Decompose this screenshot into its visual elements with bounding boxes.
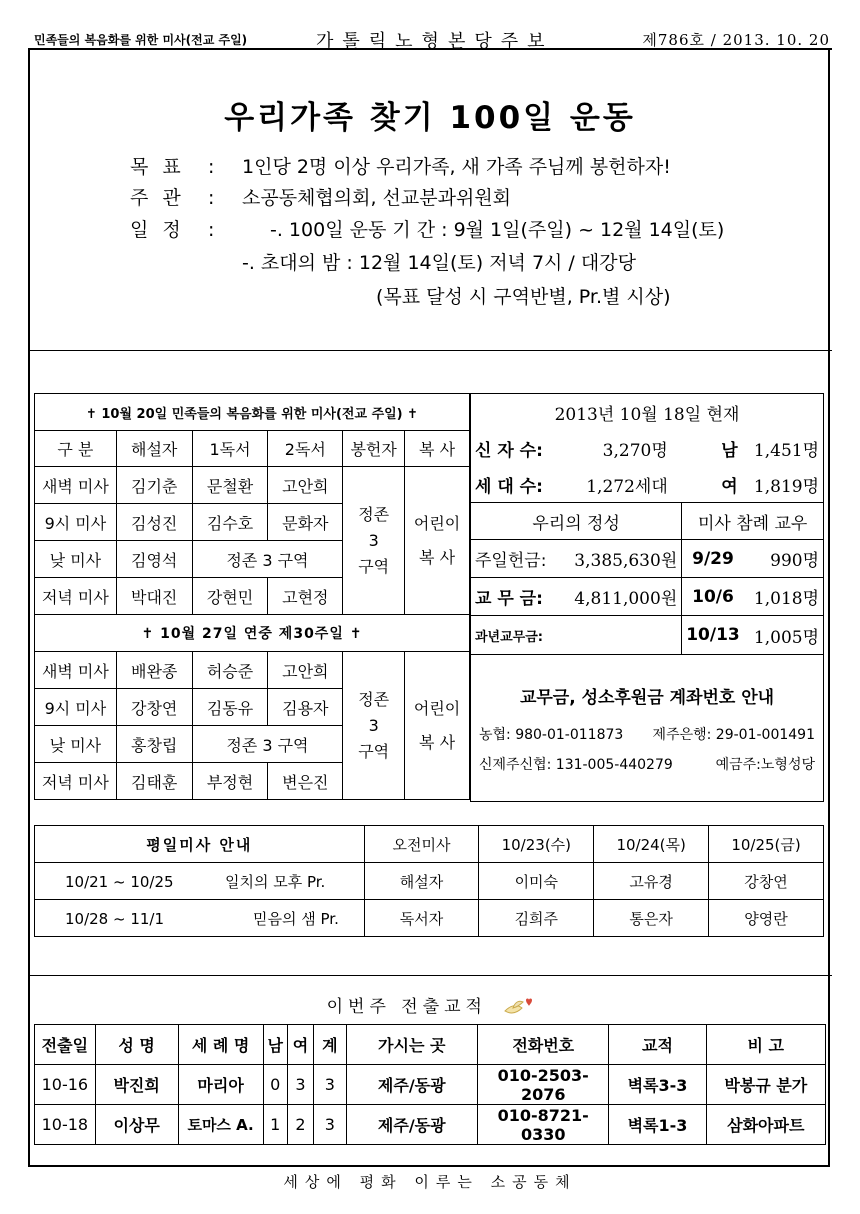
weekday-morning-label: 오전미사 <box>364 826 479 863</box>
table-row <box>35 467 470 504</box>
account-jeju-bank: 제주은행: 29-01-001491 <box>652 727 815 743</box>
male-count: 1 <box>263 1105 287 1145</box>
total-count: 3 <box>314 1105 346 1145</box>
male-count: 0 <box>263 1065 287 1105</box>
minister: 통은자 <box>594 900 709 937</box>
table-row <box>35 652 470 689</box>
server-cell <box>405 652 470 800</box>
baptismal-name: 토마스 A. <box>178 1105 263 1145</box>
departures-title <box>0 992 860 1018</box>
goal-text: 1인당 2명 이상 우리가족, 새 가족 주님께 봉헌하자! <box>242 156 671 178</box>
mass-name: 저녁 미사 <box>35 578 117 615</box>
header-left-title: 민족들의 복음화를 위한 미사(전교 주일) <box>34 33 248 47</box>
reader2: 고안희 <box>268 467 343 504</box>
departures-table <box>34 1024 826 1145</box>
praesidium: 일치의 모후 Pr. <box>225 872 326 891</box>
register: 벽록1-3 <box>609 1105 706 1145</box>
col-offerer: 봉헌자 <box>343 431 405 467</box>
attendance-title: 미사 참례 교우 <box>682 503 824 540</box>
account-info-box <box>471 655 824 802</box>
departure-date: 10-16 <box>35 1065 96 1105</box>
account-line <box>471 754 823 774</box>
table-row <box>35 1105 826 1145</box>
col-destination: 가시는 곳 <box>346 1025 477 1065</box>
offerer-line: 3 <box>368 530 379 550</box>
commentator: 김영석 <box>116 541 192 578</box>
female-value: 1,819명 <box>744 466 824 503</box>
register: 벽록3-3 <box>609 1065 706 1105</box>
mass-name: 낮 미사 <box>35 541 117 578</box>
reader2: 고현정 <box>268 578 343 615</box>
section-divider <box>28 350 832 351</box>
role: 독서자 <box>364 900 479 937</box>
minister: 김희주 <box>479 900 594 937</box>
weekday-title: 평일미사 안내 <box>35 826 365 863</box>
table-row <box>35 900 824 937</box>
male-label: 남 <box>721 440 738 461</box>
account-line <box>471 724 823 744</box>
weekday-period <box>35 900 365 937</box>
account-title: 교무금, 성소후원금 계좌번호 안내 <box>519 688 775 708</box>
offerer-cell <box>343 652 405 800</box>
campaign-schedule: 일정 : -. 100일 운동 기 간 : 9월 1일(주일) ~ 12월 14일(토) <box>130 215 724 242</box>
mass-name: 9시 미사 <box>35 689 117 726</box>
reader2: 고안희 <box>268 652 343 689</box>
period-dates: 10/21 ~ 10/25 <box>65 872 174 891</box>
attendance-count: 990명 <box>744 540 824 578</box>
server-line: 복 사 <box>419 547 456 567</box>
col-reading2: 2독서 <box>268 431 343 467</box>
offering-title: 우리의 정성 <box>471 503 682 540</box>
issue-number-date: 제786호 / 2013. 10. 20 <box>642 31 830 49</box>
stats-as-of: 2013년 10월 18일 현재 <box>471 394 824 431</box>
weekday-date: 10/25(금) <box>709 826 824 863</box>
mass-name: 새벽 미사 <box>35 467 117 504</box>
col-commentator: 해설자 <box>116 431 192 467</box>
weekday-period <box>35 863 365 900</box>
dove-heart-icon <box>503 996 533 1018</box>
commentator: 김성진 <box>116 504 192 541</box>
offerer-line: 3 <box>368 715 379 735</box>
households-label: 세 대 수: <box>471 466 561 503</box>
minister: 양영란 <box>709 900 824 937</box>
readers-merged: 정존 3 구역 <box>192 726 343 763</box>
weekday-date: 10/24(목) <box>594 826 709 863</box>
col-division: 구 분 <box>35 431 117 467</box>
offerer-line: 구역 <box>358 741 390 761</box>
mass-name: 9시 미사 <box>35 504 117 541</box>
commentator: 박대진 <box>116 578 192 615</box>
minister: 고유경 <box>594 863 709 900</box>
past-dues-label: 과년교무금: <box>471 616 561 655</box>
departures-title-text: 이번주 전출교적 <box>326 997 487 1017</box>
minister: 이미숙 <box>479 863 594 900</box>
server-cell <box>405 467 470 615</box>
note: 삼화아파트 <box>706 1105 825 1145</box>
role: 해설자 <box>364 863 479 900</box>
dues-value: 4,811,000원 <box>560 578 682 616</box>
schedule-award-note: (목표 달성 시 구역반별, Pr.별 시상) <box>376 286 671 308</box>
offerer-cell <box>343 467 405 615</box>
footer-motto: 세상에 평화 이루는 소공동체 <box>283 1173 577 1191</box>
commentator: 강창연 <box>116 689 192 726</box>
server-line: 어린이 <box>413 513 461 533</box>
campaign-host: 주관 : 소공동체협의회, 선교분과위원회 <box>130 183 511 210</box>
destination: 제주/동광 <box>346 1105 477 1145</box>
commentator: 김기춘 <box>116 467 192 504</box>
col-female: 여 <box>287 1025 313 1065</box>
attendance-date: 10/6 <box>682 578 744 616</box>
attendance-date: 10/13 <box>682 616 744 655</box>
reader2: 변은진 <box>268 763 343 800</box>
server-line: 복 사 <box>419 732 456 752</box>
banner-oct20: ✝ 10월 20일 민족들의 복음화를 위한 미사(전교 주일) ✝ <box>35 394 470 431</box>
col-register: 교적 <box>609 1025 706 1065</box>
schedule-invite-night: -. 초대의 밤 : 12월 14일(토) 저녁 7시 / 대강당 <box>242 252 636 274</box>
male-value: 1,451명 <box>744 430 824 466</box>
col-total: 계 <box>314 1025 346 1065</box>
reader1: 부정현 <box>192 763 268 800</box>
past-dues-value <box>560 616 682 655</box>
reader1: 문철환 <box>192 467 268 504</box>
mass-name: 낮 미사 <box>35 726 117 763</box>
commentator: 홍창립 <box>116 726 192 763</box>
attendance-date: 9/29 <box>682 540 744 578</box>
host-label: 주관 <box>130 187 195 209</box>
reader2: 김용자 <box>268 689 343 726</box>
banner-oct27: ✝ 10월 27일 연중 제30주일 ✝ <box>35 615 470 652</box>
weekday-date: 10/23(수) <box>479 826 594 863</box>
minister: 강창연 <box>709 863 824 900</box>
col-server: 복 사 <box>405 431 470 467</box>
phone-number: 010-2503-2076 <box>477 1065 608 1105</box>
mass-name: 저녁 미사 <box>35 763 117 800</box>
table-row <box>35 863 824 900</box>
attendance-count: 1,018명 <box>744 578 824 616</box>
households-value: 1,272세대 <box>560 466 682 503</box>
mass-name: 새벽 미사 <box>35 652 117 689</box>
bulletin-name: 가톨릭노형본당주보 <box>316 31 554 52</box>
attendance-count: 1,005명 <box>744 616 824 655</box>
readers-merged: 정존 3 구역 <box>192 541 343 578</box>
reader2: 문화자 <box>268 504 343 541</box>
account-shinhyup: 신제주신협: 131-005-440279 <box>479 757 673 773</box>
member-name: 박진희 <box>95 1065 178 1105</box>
departure-date: 10-18 <box>35 1105 96 1145</box>
female-label: 여 <box>682 466 744 503</box>
parish-stats-table <box>470 393 824 802</box>
female-count: 3 <box>287 1065 313 1105</box>
believers-value: 3,270명 <box>602 440 668 461</box>
account-nh: 농협: 980-01-011873 <box>479 727 624 743</box>
reader1: 김동유 <box>192 689 268 726</box>
total-count: 3 <box>314 1065 346 1105</box>
offerer-line: 정존 <box>358 504 390 524</box>
mass-ministry-table <box>34 393 470 800</box>
col-departure-date: 전출일 <box>35 1025 96 1065</box>
table-row <box>35 1065 826 1105</box>
weekday-mass-table <box>34 825 824 937</box>
col-reading1: 1독서 <box>192 431 268 467</box>
sunday-offering-value: 3,385,630원 <box>560 540 682 578</box>
col-note: 비 고 <box>706 1025 825 1065</box>
schedule-label: 일정 <box>130 219 195 241</box>
believers-label: 신 자 수: <box>471 430 561 466</box>
campaign-goal: 목표 : 1인당 2명 이상 우리가족, 새 가족 주님께 봉헌하자! <box>130 152 671 179</box>
sunday-offering-label: 주일헌금: <box>471 540 561 578</box>
col-name: 성 명 <box>95 1025 178 1065</box>
col-phone: 전화번호 <box>477 1025 608 1065</box>
offerer-line: 구역 <box>358 556 390 576</box>
offerer-line: 정존 <box>358 689 390 709</box>
dues-label: 교 무 금: <box>471 578 561 616</box>
col-baptismal-name: 세 례 명 <box>178 1025 263 1065</box>
baptismal-name: 마리아 <box>178 1065 263 1105</box>
member-name: 이상무 <box>95 1105 178 1145</box>
note: 박봉규 분가 <box>706 1065 825 1105</box>
commentator: 배완종 <box>116 652 192 689</box>
reader1: 허승준 <box>192 652 268 689</box>
section-divider <box>28 975 832 976</box>
goal-label: 목표 <box>130 156 195 178</box>
server-line: 어린이 <box>413 698 461 718</box>
reader1: 김수호 <box>192 504 268 541</box>
commentator: 김태훈 <box>116 763 192 800</box>
destination: 제주/동광 <box>346 1065 477 1105</box>
period-dates: 10/28 ~ 11/1 <box>65 909 165 928</box>
schedule-period: -. 100일 운동 기 간 : 9월 1일(주일) ~ 12월 14일(토) <box>270 219 725 241</box>
praesidium: 믿음의 샘 Pr. <box>253 909 339 928</box>
account-holder: 예금주:노형성당 <box>715 757 815 773</box>
phone-number: 010-8721-0330 <box>477 1105 608 1145</box>
reader1: 강현민 <box>192 578 268 615</box>
col-male: 남 <box>263 1025 287 1065</box>
campaign-title: 우리가족 찾기 100일 운동 <box>224 100 636 136</box>
female-count: 2 <box>287 1105 313 1145</box>
host-text: 소공동체협의회, 선교분과위원회 <box>242 187 512 209</box>
